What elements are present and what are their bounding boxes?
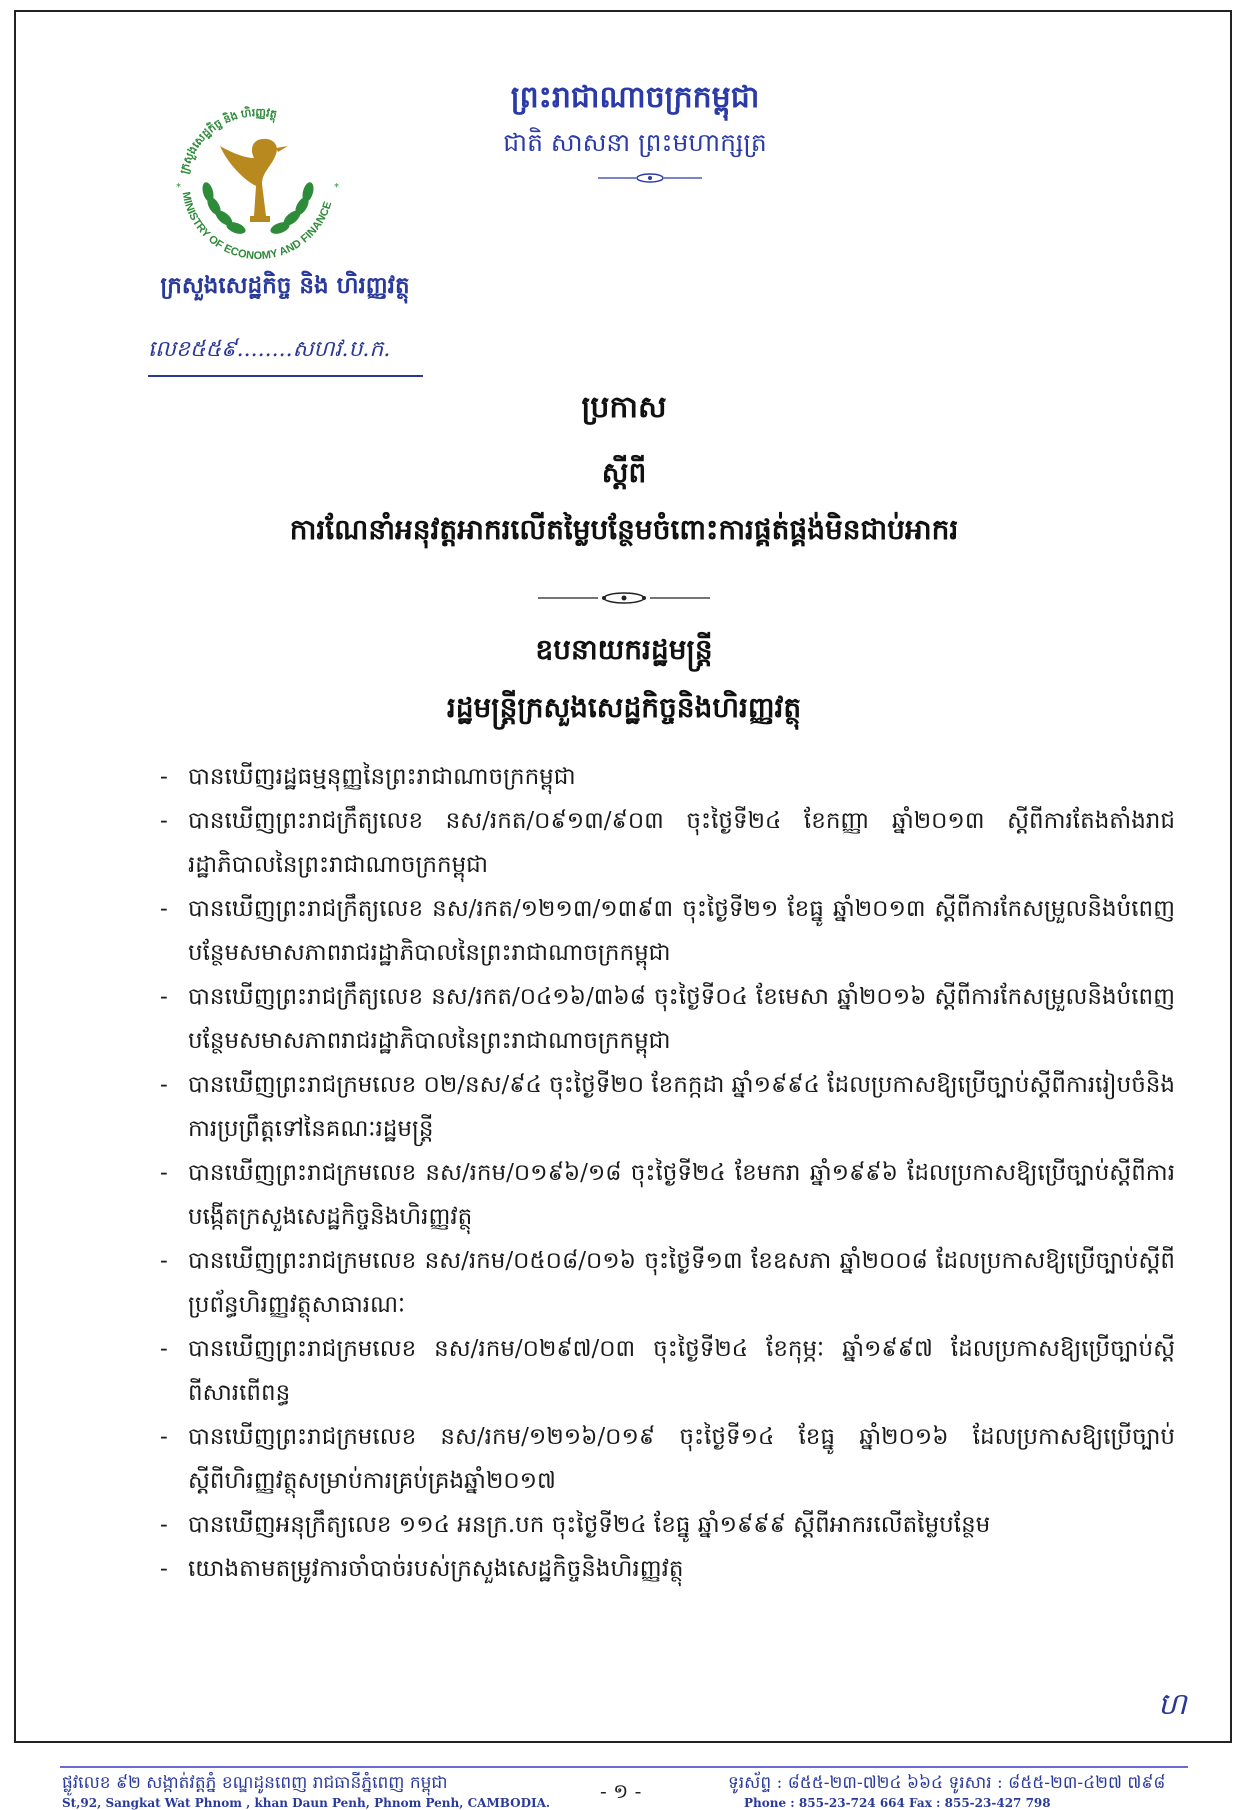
footer-contact-en: Phone : 855-23-724 664 Fax : 855-23-427 798 [744, 1796, 1051, 1810]
clause-item [160, 1415, 1175, 1503]
clause-item [160, 1239, 1175, 1327]
clause-item [160, 1151, 1175, 1239]
clause-dash: - [160, 808, 168, 834]
footer-contact-km: ទូរស័ព្ទ : ៨៥៥-២៣-៧២៤ ៦៦៤ ទូរសារ : ៨៥៥-២៣-៤២៧ ៧៩៨ [728, 1773, 1166, 1793]
document-subject: ការណែនាំអនុវត្តអាករលើតម្លៃបន្ថែមចំពោះការផ្គត់ផ្គង់មិនជាប់អាករ [289, 513, 959, 546]
clause-item [160, 1063, 1175, 1151]
footer-address-km: ផ្លូវលេខ ៩២ សង្កាត់វត្តភ្នំ ខណ្ឌដូនពេញ រាជធានីភ្នំពេញ កម្ពុជា [62, 1773, 448, 1793]
clause-dash: - [160, 984, 168, 1010]
svg-text:*: * [334, 182, 339, 193]
clause-item [160, 887, 1175, 975]
clause-item [160, 975, 1175, 1063]
clause-text: បានឃើញព្រះរាជក្រមលេខ នស/រកម/០៥០៨/០១៦ ចុះថ្ងៃទី១៣ ខែឧសភា ឆ្នាំ២០០៨ ដែលប្រកាសឱ្យប្រើច្បាប់ស្តីពីប្រព័ន្ធហិរញ្ញវត្ថុសាធារណៈ [188, 1248, 1175, 1318]
ministry-emblem-logo [158, 88, 358, 273]
reference-number: លេខ៥៥៩........សហវ.ប.ក. [148, 337, 391, 362]
logo-text-en: MINISTRY OF ECONOMY AND FINANCE [179, 190, 335, 263]
clause-item [160, 755, 1175, 799]
clause-dash: - [160, 1336, 168, 1362]
clause-text: បានឃើញព្រះរាជក្រឹត្យលេខ នស/រកត/០៤១៦/៣៦៨ ចុះថ្ងៃទី០៤ ខែមេសា ឆ្នាំ២០១៦ ស្តីពីការកែសម្រួលនិងបំពេញបន្ថែមសមាសភាពរាជរដ្ឋាភិបាលនៃព្រះរាជាណាចក្រកម្ពុជា [188, 984, 1175, 1054]
kingdom-heading: ព្រះរាជាណាចក្រកម្ពុជា [510, 80, 760, 115]
ornament-divider-top [598, 171, 702, 185]
footer-address-en: St,92, Sangkat Wat Phnom , khan Daun Penh, Phnom Penh, CAMBODIA. [62, 1796, 551, 1810]
clause-text: យោងតាមតម្រូវការចាំបាច់របស់ក្រសួងសេដ្ឋកិច្ចនិងហិរញ្ញវត្ថុ [188, 1556, 684, 1582]
clause-dash: - [160, 896, 168, 922]
clause-dash: - [160, 1512, 168, 1538]
authority-name: រដ្ឋមន្ត្រីក្រសួងសេដ្ឋកិច្ចនិងហិរញ្ញវត្ថុ [446, 691, 802, 724]
clause-dash: - [160, 1072, 168, 1098]
page-number: - ១ - [600, 1779, 642, 1803]
reference-underline [148, 375, 423, 377]
clause-dash: - [160, 764, 168, 790]
clause-item [160, 1547, 1175, 1591]
clause-item [160, 1327, 1175, 1415]
svg-text:*: * [176, 182, 181, 193]
document-type: ប្រកាស [581, 390, 667, 425]
clause-text: បានឃើញព្រះរាជក្រមលេខ នស/រកម/០២៩៧/០៣ ចុះថ្ងៃទី២៤ ខែកុម្ភៈ ឆ្នាំ១៩៩៧ ដែលប្រកាសឱ្យប្រើច្បាប់ស្តីពីសារពើពន្ធ [188, 1336, 1175, 1406]
clause-text: បានឃើញព្រះរាជក្រមលេខ នស/រកម/១២១៦/០១៩ ចុះថ្ងៃទី១៤ ខែធ្នូ ឆ្នាំ២០១៦ ដែលប្រកាសឱ្យប្រើច្បាប់ស្តីពីហិរញ្ញវត្ថុសម្រាប់ការគ្រប់គ្រងឆ្នាំ២០១៧ [188, 1424, 1175, 1494]
document-on: ស្តីពី [601, 456, 647, 489]
clause-text: បានឃើញអនុក្រឹត្យលេខ ១១៤ អនក្រ.បក ចុះថ្ងៃទី២៤ ខែធ្នូ ឆ្នាំ១៩៩៩ ស្តីពីអាករលើតម្លៃបន្ថែម [188, 1512, 991, 1538]
clause-text: បានឃើញរដ្ឋធម្មនុញ្ញនៃព្រះរាជាណាចក្រកម្ពុជា [188, 764, 576, 790]
clause-dash: - [160, 1248, 168, 1274]
footer-rule [60, 1766, 1188, 1768]
logo-text-km: ក្រសួងសេដ្ឋកិច្ច និង ហិរញ្ញវត្ថុ [178, 106, 278, 176]
clause-dash: - [160, 1556, 168, 1582]
national-motto: ជាតិ សាសនា ព្រះមហាក្សត្រ [503, 128, 767, 157]
clause-text: បានឃើញព្រះរាជក្រឹត្យលេខ នស/រកត/០៩១៣/៩០៣ ចុះថ្ងៃទី២៤ ខែកញ្ញា ឆ្នាំ២០១៣ ស្តីពីការតែងតាំងរាជរដ្ឋាភិបាលនៃព្រះរាជាណាចក្រកម្ពុជា [188, 808, 1175, 878]
clause-dash: - [160, 1160, 168, 1186]
clause-text: បានឃើញព្រះរាជក្រឹត្យលេខ នស/រកត/១២១៣/១៣៩៣ ចុះថ្ងៃទី២១ ខែធ្នូ ឆ្នាំ២០១៣ ស្តីពីការកែសម្រួលនិងបំពេញបន្ថែមសមាសភាពរាជរដ្ឋាភិបាលនៃព្រះរាជាណាចក្រកម្ពុជា [188, 896, 1175, 966]
ornament-divider-middle [538, 590, 710, 606]
handwritten-initials: ហ [1158, 1687, 1187, 1722]
clause-item [160, 799, 1175, 887]
authority-title: ឧបនាយករដ្ឋមន្ត្រី [535, 633, 713, 666]
ministry-name: ក្រសួងសេដ្ឋកិច្ច និង ហិរញ្ញវត្ថុ [160, 272, 410, 299]
clause-text: បានឃើញព្រះរាជក្រមលេខ នស/រកម/០១៩៦/១៨ ចុះថ្ងៃទី២៤ ខែមករា ឆ្នាំ១៩៩៦ ដែលប្រកាសឱ្យប្រើច្បាប់ស្តីពីការបង្កើតក្រសួងសេដ្ឋកិច្ចនិងហិរញ្ញវត្ថុ [188, 1160, 1175, 1230]
preamble-clauses [160, 755, 1175, 1591]
clause-item [160, 1503, 1175, 1547]
clause-text: បានឃើញព្រះរាជក្រមលេខ ០២/នស/៩៤ ចុះថ្ងៃទី២០ ខែកក្កដា ឆ្នាំ១៩៩៤ ដែលប្រកាសឱ្យប្រើច្បាប់ស្តីពីការរៀបចំនិងការប្រព្រឹត្តទៅនៃគណៈរដ្ឋមន្ត្រី [188, 1072, 1175, 1142]
clause-dash: - [160, 1424, 168, 1450]
